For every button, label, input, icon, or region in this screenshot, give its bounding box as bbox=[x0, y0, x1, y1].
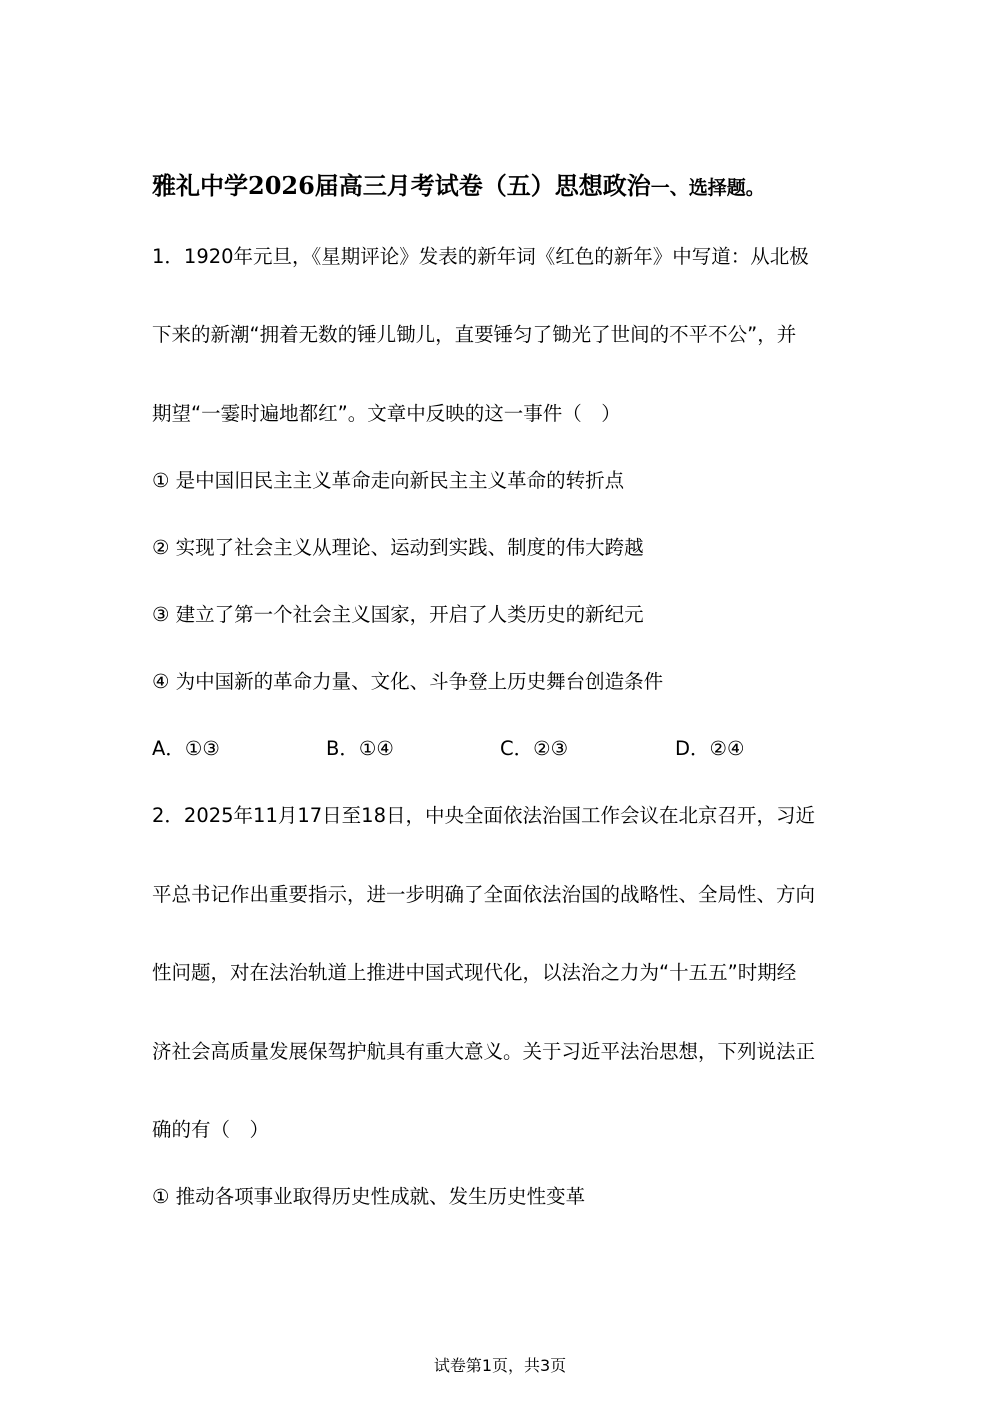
page-footer: 试卷第1页，共3页 bbox=[433, 1356, 567, 1375]
question-2-line-1: 2．2025年11月17日至18日，中央全面依法治国工作会议在北京召开，习近 bbox=[152, 804, 815, 827]
question-1-line-2: 下来的新潮“拥着无数的锤儿锄儿，直要锤匀了锄光了世间的不平不公”，并 bbox=[152, 323, 797, 346]
question-2-line-5: 确的有（ ） bbox=[152, 1118, 270, 1141]
question-1-option-c: C．②③ bbox=[500, 737, 569, 760]
question-1-statement-4: ④ 为中国新的革命力量、文化、斗争登上历史舞台创造条件 bbox=[152, 670, 664, 693]
question-1-statement-2: ② 实现了社会主义从理论、运动到实践、制度的伟大跨越 bbox=[152, 536, 644, 559]
question-2-line-3: 性问题，对在法治轨道上推进中国式现代化，以法治之力为“十五五”时期经 bbox=[152, 961, 797, 984]
question-1-statement-3: ③ 建立了第一个社会主义国家，开启了人类历史的新纪元 bbox=[152, 603, 644, 626]
question-1-option-d: D．②④ bbox=[675, 737, 745, 760]
question-1-statement-1: ① 是中国旧民主主义革命走向新民主主义革命的转折点 bbox=[152, 469, 625, 492]
document-title bbox=[152, 168, 765, 206]
exam-title: 雅礼中学2026届高三月考试卷（五）思想政治 bbox=[152, 171, 651, 200]
question-2-line-4: 济社会高质量发展保驾护航具有重大意义。关于习近平法治思想，下列说法正 bbox=[152, 1040, 816, 1063]
question-2-line-2: 平总书记作出重要指示，进一步明确了全面依法治国的战略性、全局性、方向 bbox=[152, 883, 816, 906]
question-2-statement-1: ① 推动各项事业取得历史性成就、发生历史性变革 bbox=[152, 1185, 586, 1208]
question-1-option-a: A．①③ bbox=[152, 737, 220, 760]
question-1-option-b: B．①④ bbox=[326, 737, 394, 760]
question-1-line-1: 1．1920年元旦，《星期评论》发表的新年词《红色的新年》中写道：从北极 bbox=[152, 245, 809, 268]
section-heading: 一、选择题。 bbox=[650, 177, 765, 199]
question-1-line-3: 期望“一霎时遍地都红”。文章中反映的这一事件（ ） bbox=[152, 402, 621, 425]
